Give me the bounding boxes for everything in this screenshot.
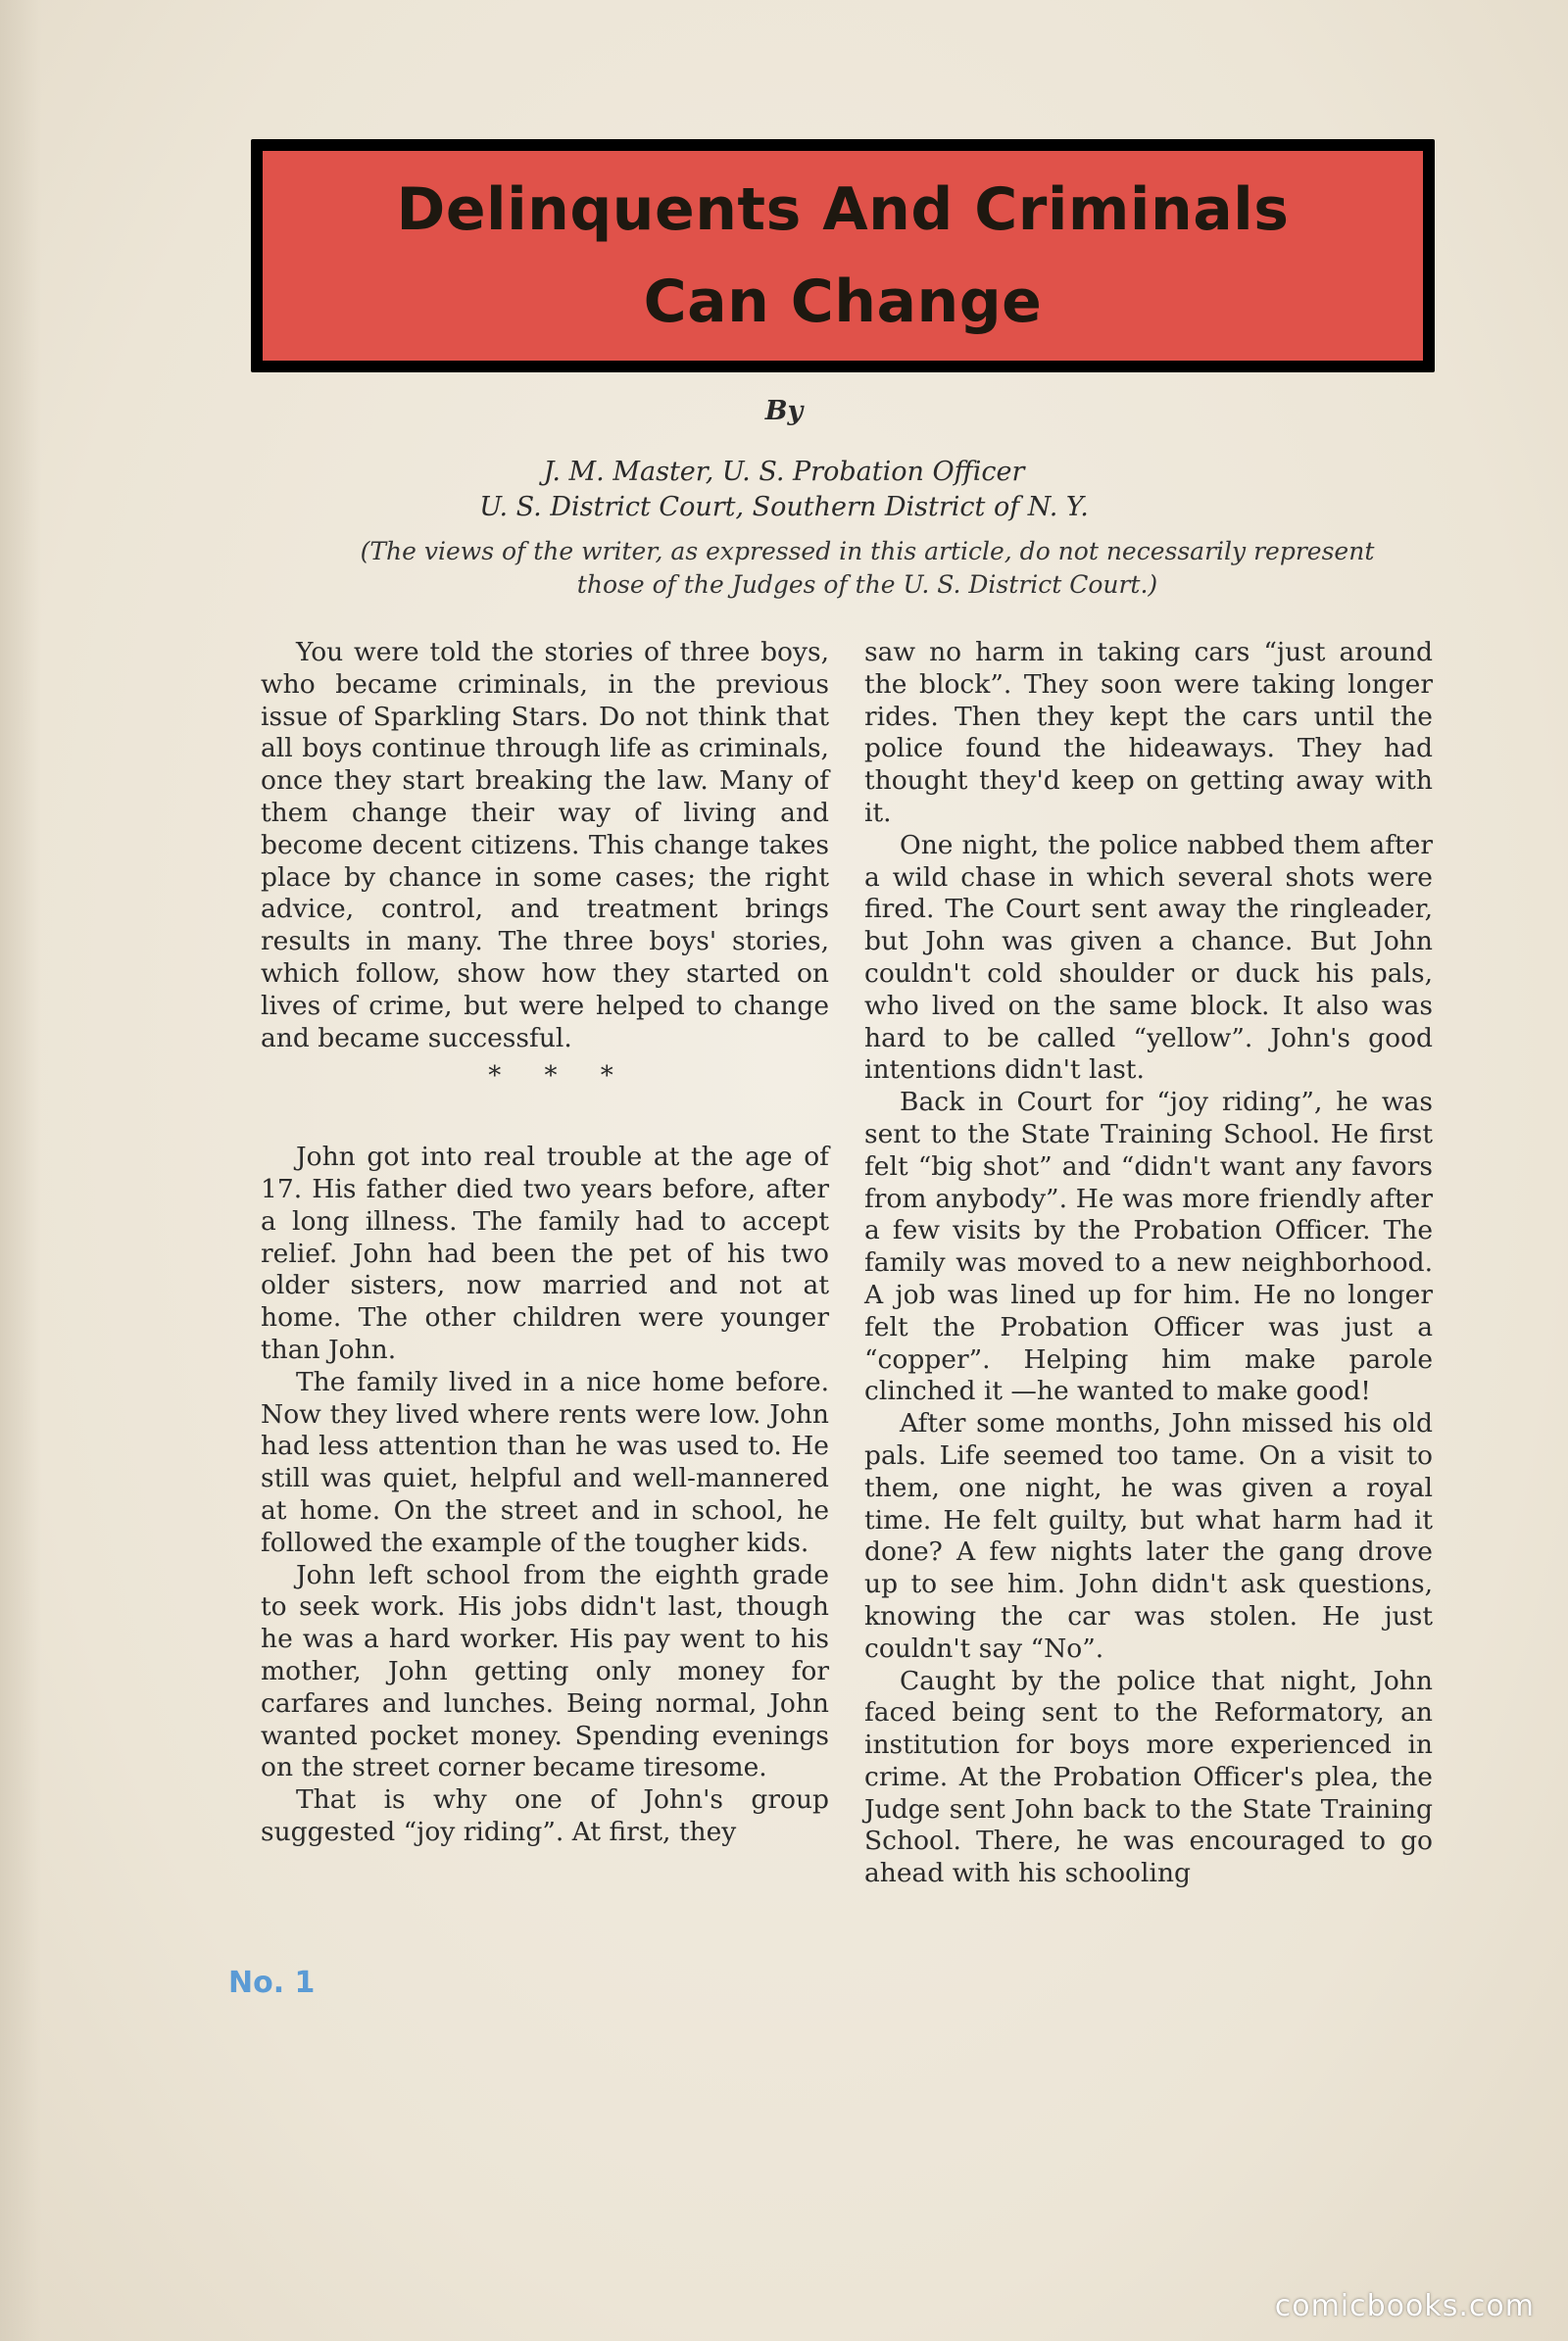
paragraph: The family lived in a nice home before. Now they lived where rents were low. John had less attention than he was used to. He still was quiet, helpful and well-mannered at home. On the street and in school, he followed the example of the tougher kids. bbox=[261, 1366, 829, 1558]
issue-stamp: No. 1 bbox=[228, 1966, 316, 2000]
paragraph: saw no harm in taking cars “just around the block”. They soon were taking longer rides. Then they kept the cars until the police found the hideaways. They had thought they'd keep on getting away with it. bbox=[864, 637, 1433, 828]
page-left-edge bbox=[0, 0, 41, 2341]
disclaimer: (The views of the writer, as expressed in this article, do not necessarily represent those of the Judges of the U. S. District Court.) bbox=[360, 537, 1375, 599]
byline-by: By bbox=[764, 396, 804, 426]
author-byline bbox=[0, 455, 1568, 525]
author-court-line: U. S. District Court, Southern District of N. Y. bbox=[479, 492, 1089, 522]
author-name-line: J. M. Master, U. S. Probation Officer bbox=[543, 457, 1025, 487]
article-column-right bbox=[864, 637, 1433, 1890]
article-title-line-2: Can Change bbox=[643, 268, 1043, 336]
paragraph: That is why one of John's group suggested “joy riding”. At first, they bbox=[261, 1784, 829, 1847]
title-banner bbox=[251, 139, 1435, 372]
paragraph: You were told the stories of three boys, who became criminals, in the previous issue of Sparkling Stars. Do not think that all boys continue through life as criminals, once they start breaking the law. Many of them change their way of living and become decent citizens. This change takes place by chance in some cases; the right advice, control, and treatment brings results in many. The three boys' stories, which follow, show how they started on lives of crime, but were helped to change and became successful. bbox=[261, 637, 829, 1053]
title-banner-inner bbox=[263, 151, 1423, 361]
paragraph: Caught by the police that night, John faced being sent to the Reformatory, an institution for boys more experienced in crime. At the Probation Officer's plea, the Judge sent John back to the State Training School. There, he was encouraged to go ahead with his schooling bbox=[864, 1665, 1433, 1889]
article-column-left bbox=[261, 637, 829, 1849]
watermark: comicbooks.com bbox=[1274, 2289, 1535, 2323]
paragraph: One night, the police nabbed them after a wild chase in which several shots were fired. The Court sent away the ringleader, but John was given a chance. But John couldn't cold shoulder or duck his pals, who lived on the same block. It also was hard to be called “yellow”. John's good intentions didn't last. bbox=[864, 829, 1433, 1086]
section-divider: * * * bbox=[488, 1061, 631, 1092]
paragraph: Back in Court for “joy riding”, he was sent to the State Training School. He first felt “big shot” and “didn't want any favors from anybody”. He was more friendly after a few visits by the Probation Officer. The family was moved to a new neighborhood. A job was lined up for him. He no longer felt the Probation Officer was just a “copper”. Helping him make parole clinched it —he wanted to make good! bbox=[864, 1087, 1433, 1407]
article-title-line-1: Delinquents And Criminals bbox=[396, 175, 1290, 244]
paragraph: After some months, John missed his old pals. Life seemed too tame. On a visit to them, one night, he was given a royal time. He felt guilty, but what harm had it done? A few nights later the gang drove up to see him. John didn't ask questions, knowing the car was stolen. He just couldn't say “No”. bbox=[864, 1408, 1433, 1664]
paragraph: John got into real trouble at the age of 17. His father died two years before, after a long illness. The family had to accept relief. John had been the pet of his two older sisters, now married and not at home. The other children were younger than John. bbox=[261, 1142, 829, 1365]
paragraph: John left school from the eighth grade to seek work. His jobs didn't last, though he was a hard worker. His pay went to his mother, John getting only money for carfares and lunches. Being normal, John wanted pocket money. Spending evenings on the street corner became tiresome. bbox=[261, 1559, 829, 1783]
